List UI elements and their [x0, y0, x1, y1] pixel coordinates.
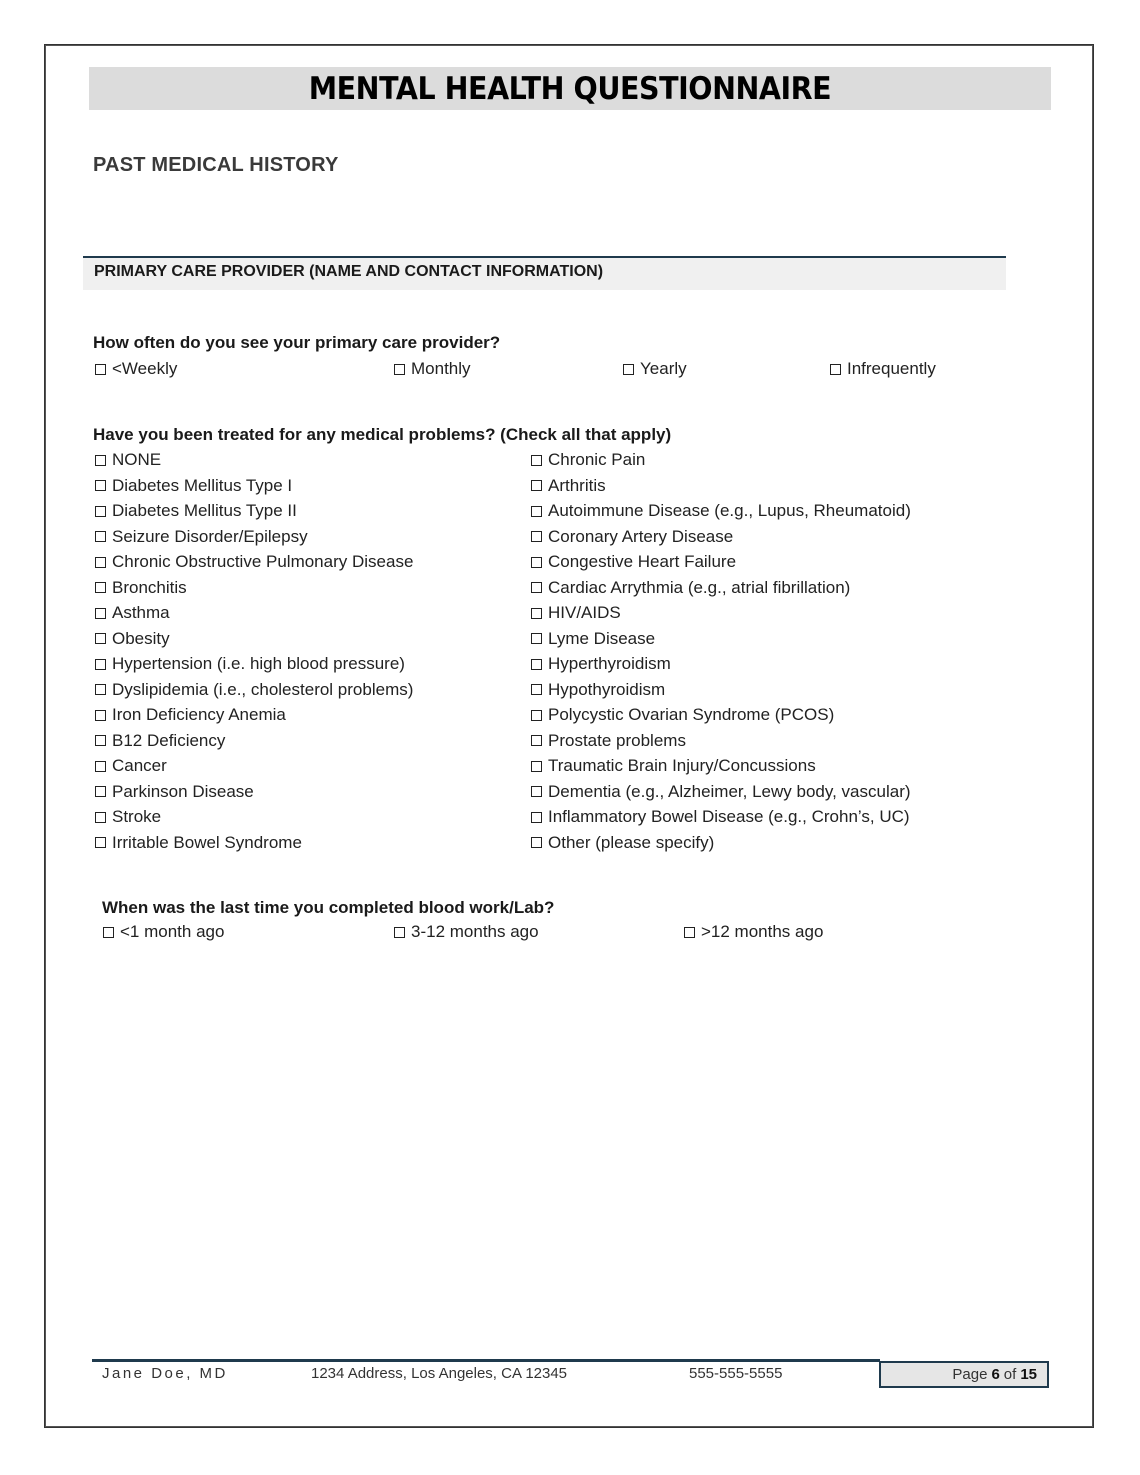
- checkbox-icon[interactable]: [531, 608, 542, 619]
- condition-label: Autoimmune Disease (e.g., Lupus, Rheumatoid): [548, 501, 911, 520]
- condition-label: Irritable Bowel Syndrome: [112, 832, 302, 852]
- page-prefix: Page: [952, 1366, 988, 1383]
- checkbox-icon[interactable]: [531, 710, 542, 721]
- q1-option[interactable]: [394, 359, 471, 379]
- q1-option-label: Monthly: [411, 359, 471, 378]
- checkbox-icon[interactable]: [531, 786, 542, 797]
- condition-label: Hyperthyroidism: [548, 654, 671, 673]
- condition-item[interactable]: [531, 603, 621, 623]
- checkbox-icon[interactable]: [95, 786, 106, 797]
- checkbox-icon[interactable]: [531, 480, 542, 491]
- q3-option[interactable]: [684, 922, 823, 942]
- page-of: of: [1003, 1366, 1017, 1383]
- condition-label: Hypothyroidism: [548, 679, 666, 699]
- checkbox-icon[interactable]: [684, 927, 695, 938]
- checkbox-icon[interactable]: [531, 684, 542, 695]
- page-total: 15: [1020, 1366, 1037, 1383]
- checkbox-icon[interactable]: [95, 710, 106, 721]
- condition-item[interactable]: [95, 603, 170, 623]
- condition-item[interactable]: [95, 578, 187, 598]
- footer-address: 1234 Address, Los Angeles, CA 12345: [311, 1365, 568, 1382]
- checkbox-icon[interactable]: [95, 684, 106, 695]
- condition-label: Obesity: [112, 628, 170, 648]
- condition-label: Dementia (e.g., Alzheimer, Lewy body, vascular): [548, 781, 911, 801]
- condition-item[interactable]: [95, 527, 308, 547]
- checkbox-icon[interactable]: [531, 735, 542, 746]
- footer-name: Jane Doe, MD: [102, 1365, 228, 1382]
- condition-label: B12 Deficiency: [112, 730, 226, 750]
- condition-label: Seizure Disorder/Epilepsy: [112, 526, 308, 546]
- q1-option-label: Yearly: [640, 359, 687, 378]
- checkbox-icon[interactable]: [394, 927, 405, 938]
- condition-item[interactable]: [95, 807, 161, 827]
- condition-item[interactable]: [95, 680, 413, 700]
- checkbox-icon[interactable]: [531, 812, 542, 823]
- condition-item[interactable]: [531, 807, 910, 827]
- condition-label: Cardiac Arrythmia (e.g., atrial fibrillation): [548, 577, 851, 597]
- condition-label: Chronic Obstructive Pulmonary Disease: [112, 552, 414, 571]
- condition-item[interactable]: [531, 833, 714, 853]
- condition-item[interactable]: [531, 552, 736, 572]
- checkbox-icon[interactable]: [531, 659, 542, 670]
- condition-label: Traumatic Brain Injury/Concussions: [548, 756, 816, 775]
- condition-label: Bronchitis: [112, 577, 187, 597]
- condition-item[interactable]: [531, 450, 645, 470]
- condition-item[interactable]: [95, 501, 297, 521]
- page-current: 6: [991, 1366, 1000, 1383]
- condition-label: Diabetes Mellitus Type II: [112, 501, 297, 520]
- checkbox-icon[interactable]: [95, 480, 106, 491]
- condition-label: Asthma: [112, 603, 170, 622]
- condition-label: Inflammatory Bowel Disease (e.g., Crohn’s, UC): [548, 807, 910, 826]
- condition-item[interactable]: [531, 578, 850, 598]
- checkbox-icon[interactable]: [394, 364, 405, 375]
- pcp-label: PRIMARY CARE PROVIDER (NAME AND CONTACT INFORMATION): [94, 263, 604, 280]
- condition-item[interactable]: [531, 629, 655, 649]
- q3-option-label: >12 months ago: [701, 922, 824, 941]
- condition-label: HIV/AIDS: [548, 603, 621, 622]
- condition-label: Coronary Artery Disease: [548, 526, 734, 546]
- condition-label: Other (please specify): [548, 832, 715, 852]
- pcp-field[interactable]: [83, 256, 1006, 290]
- condition-item[interactable]: [531, 756, 816, 776]
- checkbox-icon[interactable]: [95, 455, 106, 466]
- checkbox-icon[interactable]: [95, 659, 106, 670]
- condition-item[interactable]: [531, 782, 911, 802]
- condition-item[interactable]: [95, 756, 167, 776]
- q1-option-label: Infrequently: [847, 359, 936, 378]
- condition-item[interactable]: [531, 731, 686, 751]
- condition-item[interactable]: [95, 552, 413, 572]
- checkbox-icon[interactable]: [95, 633, 106, 644]
- condition-item[interactable]: [95, 782, 254, 802]
- condition-label: Polycystic Ovarian Syndrome (PCOS): [548, 705, 835, 724]
- q3-option[interactable]: [103, 922, 224, 942]
- q1-question: How often do you see your primary care provider?: [93, 333, 501, 352]
- checkbox-icon[interactable]: [531, 557, 542, 568]
- checkbox-icon[interactable]: [531, 633, 542, 644]
- condition-label: Diabetes Mellitus Type I: [112, 475, 293, 495]
- checkbox-icon[interactable]: [531, 582, 542, 593]
- condition-label: Dyslipidemia (i.e., cholesterol problems): [112, 679, 414, 699]
- q1-option[interactable]: [95, 359, 177, 379]
- checkbox-icon[interactable]: [95, 557, 106, 568]
- page-number: [879, 1361, 1049, 1388]
- condition-item[interactable]: [95, 654, 405, 674]
- checkbox-icon[interactable]: [95, 531, 106, 542]
- q2-question: Have you been treated for any medical problems? (Check all that apply): [93, 425, 672, 444]
- condition-label: Cancer: [112, 756, 167, 775]
- checkbox-icon[interactable]: [531, 455, 542, 466]
- section-heading: PAST MEDICAL HISTORY: [93, 154, 339, 176]
- condition-item[interactable]: [95, 476, 292, 496]
- condition-label: NONE: [112, 450, 162, 469]
- checkbox-icon[interactable]: [95, 364, 106, 375]
- condition-item[interactable]: [531, 476, 606, 496]
- checkbox-icon[interactable]: [830, 364, 841, 375]
- condition-item[interactable]: [531, 680, 665, 700]
- checkbox-icon[interactable]: [531, 506, 542, 517]
- condition-item[interactable]: [95, 705, 286, 725]
- checkbox-icon[interactable]: [531, 531, 542, 542]
- checkbox-icon[interactable]: [95, 506, 106, 517]
- footer-rule: [92, 1359, 880, 1362]
- condition-label: Prostate problems: [548, 730, 686, 750]
- condition-item[interactable]: [531, 527, 733, 547]
- footer-phone: 555-555-5555: [689, 1365, 783, 1382]
- condition-item[interactable]: [95, 731, 225, 751]
- q1-option-label: <Weekly: [112, 359, 178, 378]
- title-bar: [89, 67, 1051, 110]
- condition-item[interactable]: [95, 833, 302, 853]
- condition-label: Chronic Pain: [548, 450, 646, 469]
- page-title: MENTAL HEALTH QUESTIONNAIRE: [308, 70, 832, 107]
- checkbox-icon[interactable]: [531, 761, 542, 772]
- q1-option[interactable]: [830, 359, 936, 379]
- checkbox-icon[interactable]: [95, 761, 106, 772]
- condition-item[interactable]: [95, 629, 170, 649]
- condition-label: Parkinson Disease: [112, 781, 254, 801]
- checkbox-icon[interactable]: [623, 364, 634, 375]
- q3-option-label: <1 month ago: [120, 922, 225, 941]
- condition-label: Stroke: [112, 807, 162, 826]
- checkbox-icon[interactable]: [95, 582, 106, 593]
- condition-label: Congestive Heart Failure: [548, 552, 737, 571]
- checkbox-icon[interactable]: [95, 837, 106, 848]
- q3-option[interactable]: [394, 922, 539, 942]
- condition-item[interactable]: [531, 654, 671, 674]
- condition-item[interactable]: [531, 705, 834, 725]
- q1-option[interactable]: [623, 359, 687, 379]
- checkbox-icon[interactable]: [103, 927, 114, 938]
- condition-label: Hypertension (i.e. high blood pressure): [112, 654, 405, 673]
- checkbox-icon[interactable]: [95, 608, 106, 619]
- checkbox-icon[interactable]: [95, 812, 106, 823]
- q3-question: When was the last time you completed blood work/Lab?: [102, 898, 555, 917]
- q3-option-label: 3-12 months ago: [411, 922, 539, 941]
- condition-label: Iron Deficiency Anemia: [112, 705, 286, 724]
- condition-item[interactable]: [531, 501, 911, 521]
- condition-label: Lyme Disease: [548, 628, 656, 648]
- checkbox-icon[interactable]: [531, 837, 542, 848]
- checkbox-icon[interactable]: [95, 735, 106, 746]
- condition-label: Arthritis: [548, 475, 606, 495]
- condition-item[interactable]: [95, 450, 161, 470]
